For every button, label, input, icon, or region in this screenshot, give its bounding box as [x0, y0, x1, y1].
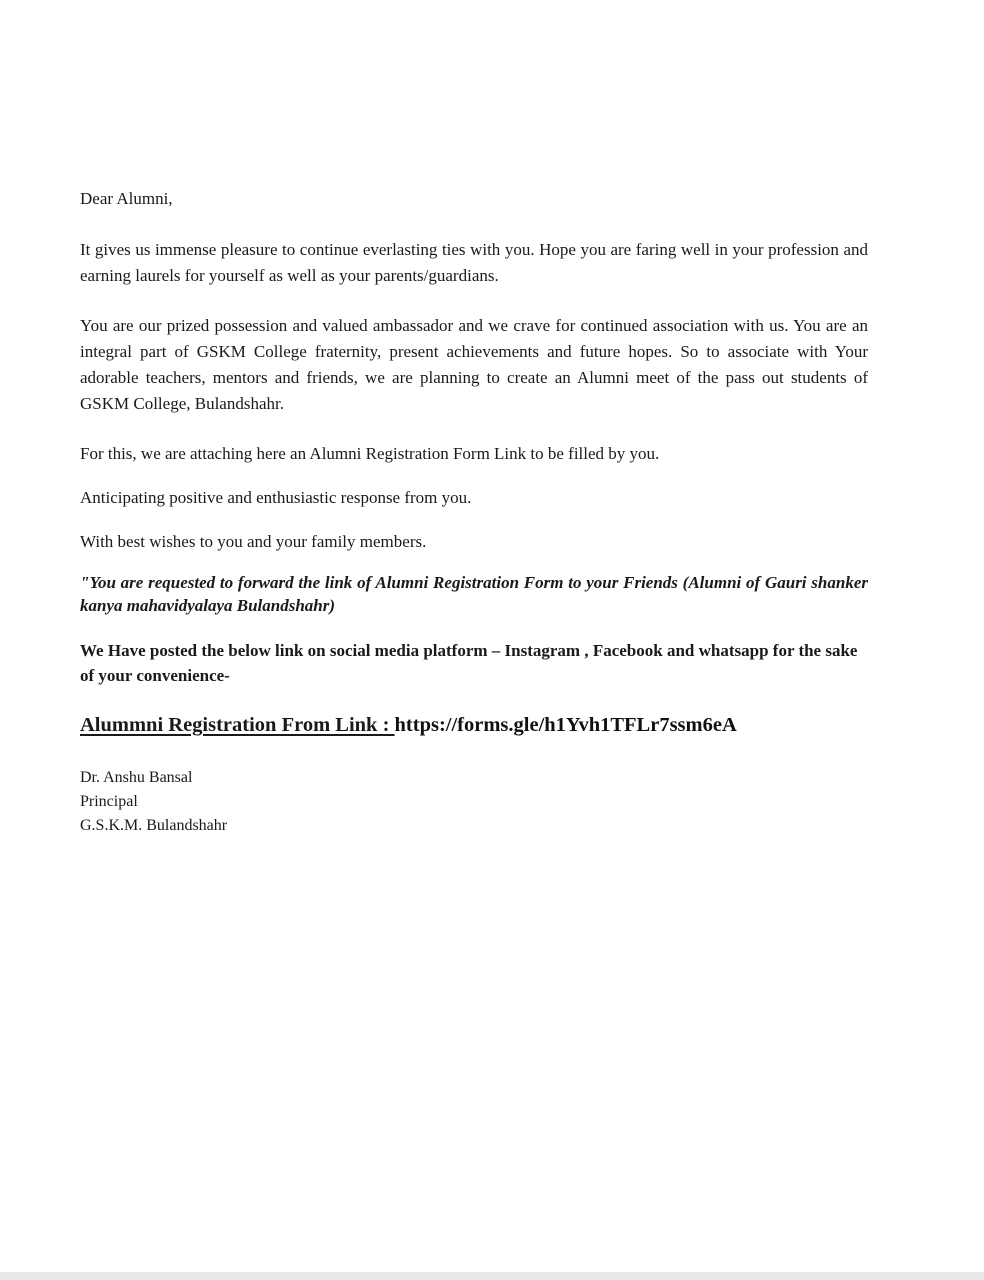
paragraph-association: You are our prized possession and valued ambassador and we crave for continued association with us. You are an integral part of GSKM College fraternity, present achievements and future hopes. So to associate with Your adorable teachers, mentors and friends, we are planning to create an Alumni meet of the pass out students of GSKM College, Bulandshahr. — [80, 316, 868, 413]
letter-body — [80, 186, 868, 838]
signatory-name: Dr. Anshu Bansal — [80, 769, 193, 786]
registration-link-label: Alummni Registration From Link : — [80, 714, 395, 736]
bottom-edge-strip — [0, 1272, 984, 1280]
social-media-note: We Have posted the below link on social media platform – Instagram , Facebook and whatsapp for the sake of your convenience- — [80, 641, 858, 685]
forward-request-note: "You are requested to forward the link of Alumni Registration Form to your Friends (Alumni of Gauri shanker kanya mahavidyalaya Bulandshahr) — [80, 573, 868, 615]
paragraph-best-wishes: With best wishes to you and your family members. — [80, 532, 427, 551]
signatory-title: Principal — [80, 793, 138, 810]
signature-block — [80, 766, 868, 838]
paragraph-intro: It gives us immense pleasure to continue everlasting ties with you. Hope you are faring well in your profession and earning laurels for yourself as well as your parents/guardians. — [80, 240, 868, 285]
paragraph-form-attachment: For this, we are attaching here an Alumni Registration Form Link to be filled by you. — [80, 444, 660, 463]
salutation: Dear Alumni, — [80, 189, 173, 208]
registration-link-line — [80, 710, 868, 740]
paragraph-anticipation: Anticipating positive and enthusiastic response from you. — [80, 488, 472, 507]
signatory-institution: G.S.K.M. Bulandshahr — [80, 817, 228, 834]
registration-form-link[interactable]: https://forms.gle/h1Yvh1TFLr7ssm6eA — [394, 714, 737, 736]
